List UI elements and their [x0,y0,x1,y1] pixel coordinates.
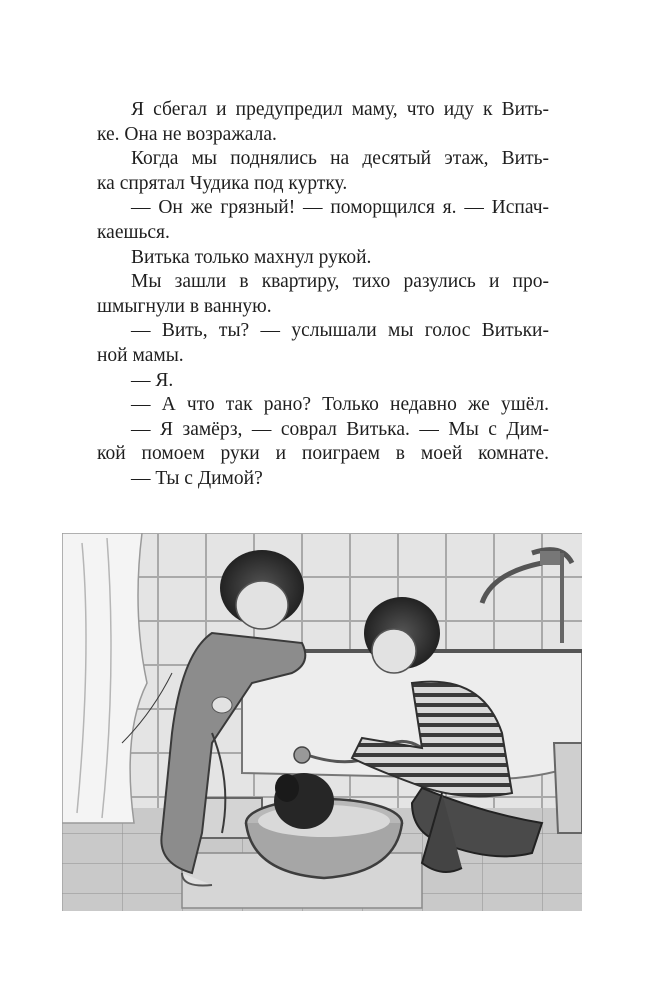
text-line: ка спрятал Чудика под куртку. [97,172,348,194]
text-line: каешься. [97,221,170,243]
text-line: — Я замёрз, — соврал Витька. — Мы с Дим- [131,418,549,440]
text-line: — Ты с Димой? [131,467,263,489]
text-line: — Вить, ты? — услышали мы голос Витьки- [131,320,549,342]
text-line: — Он же грязный! — поморщился я. — Испач- [131,197,549,219]
text-line: Мы зашли в квартиру, тихо разулись и про- [131,271,549,293]
text-line: шмыгнули в ванную. [97,295,272,317]
text-line: ке. Она не возражала. [97,123,277,145]
text-line: Витька только махнул рукой. [131,246,372,268]
page-text [97,98,549,492]
bucket [554,743,582,833]
text-line: ной мамы. [97,344,184,366]
bathroom-illustration [62,533,582,911]
text-line: — Я. [131,369,174,391]
text-line: — А что так рано? Только недавно же ушёл. [131,394,549,416]
text-line: кой помоем руки и поиграем в моей комнате. [97,443,549,465]
text-line: Когда мы поднялись на десятый этаж, Вить- [131,148,549,170]
text-line: Я сбегал и предупредил маму, что иду к Вить- [131,99,549,120]
